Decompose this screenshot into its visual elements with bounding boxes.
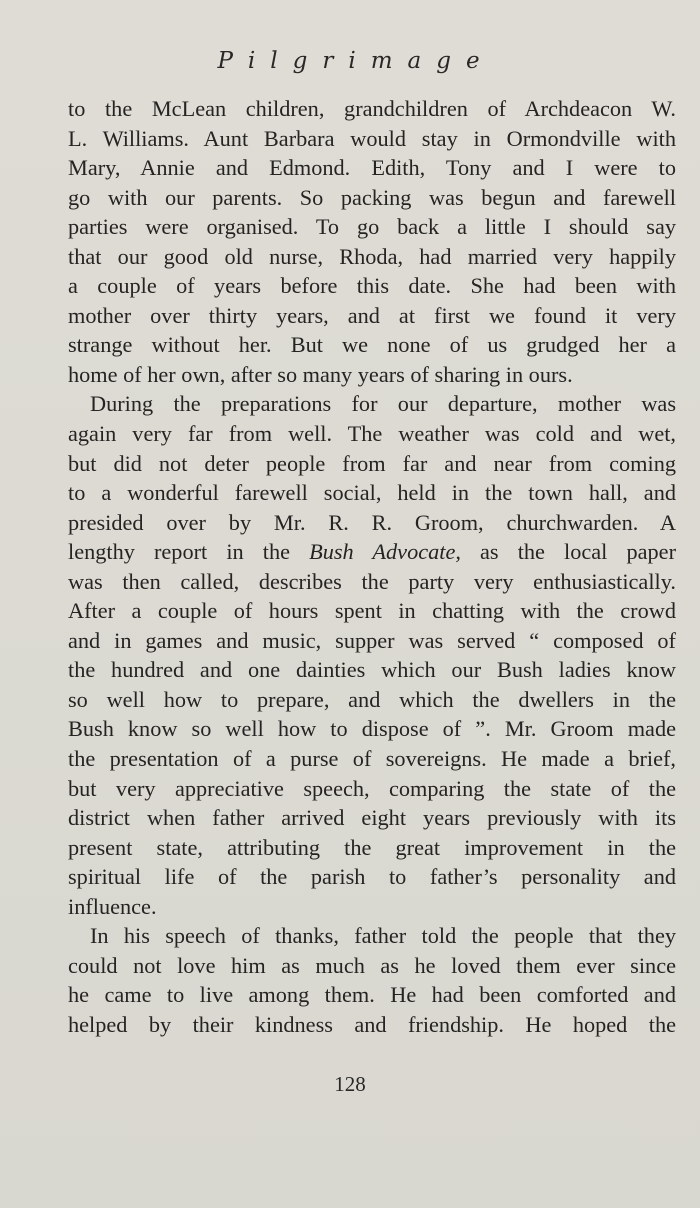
text-line: parties were organised. To go back a little I should say xyxy=(68,214,676,240)
text-line: Bush know so well how to dispose of ”. Mr. Groom made xyxy=(68,716,676,742)
text-line: but very appreciative speech, comparing the state of the xyxy=(68,775,676,801)
text-line: he came to live among them. He had been comforted and xyxy=(68,982,676,1008)
text-line: presided over by Mr. R. R. Groom, churchwarden. A xyxy=(68,509,676,535)
text-line: a couple of years before this date. She had been with xyxy=(68,273,676,299)
text-line: Mary, Annie and Edmond. Edith, Tony and I were to xyxy=(68,155,676,181)
text-line: go with our parents. So packing was begun and farewell xyxy=(68,184,676,210)
text-line: strange without her. But we none of us grudged her a xyxy=(68,332,676,358)
page-number: 128 xyxy=(334,1072,366,1096)
text-line: could not love him as much as he loved them ever since xyxy=(68,952,676,978)
text-line: influence. xyxy=(68,893,157,919)
text-line: helped by their kindness and friendship. He hoped the xyxy=(68,1011,676,1037)
text-line: that our good old nurse, Rhoda, had married very happily xyxy=(68,243,676,269)
text-line: to a wonderful farewell social, held in the town hall, and xyxy=(68,480,676,506)
text-line: to the McLean children, grandchildren of Archdeacon W. xyxy=(68,96,676,121)
text-line: district when father arrived eight years previously with its xyxy=(68,805,676,831)
text-line xyxy=(68,537,676,567)
text-line: the hundred and one dainties which our Bush ladies know xyxy=(68,657,676,683)
text-line: spiritual life of the parish to father’s personality and xyxy=(68,864,676,890)
text-line: home of her own, after so many years of sharing in ours. xyxy=(68,361,573,387)
text-line: L. Williams. Aunt Barbara would stay in Ormondville with xyxy=(68,125,676,151)
running-head: Pilgrimage xyxy=(217,48,495,74)
text-segment: as the local paper xyxy=(460,539,676,565)
text-line: present state, attributing the great improvement in the xyxy=(68,834,676,860)
text-line: During the preparations for our departure, mother was xyxy=(90,391,676,417)
text-line: so well how to prepare, and which the dwellers in the xyxy=(68,686,676,712)
text-line: In his speech of thanks, father told the people that they xyxy=(90,923,676,949)
text-line: was then called, describes the party very enthusiastically. xyxy=(68,568,676,594)
text-line: and in games and music, supper was served “ composed of xyxy=(68,627,676,653)
text-line: After a couple of hours spent in chatting with the crowd xyxy=(68,598,676,624)
text-line: but did not deter people from far and near from coming xyxy=(68,450,676,476)
body-text xyxy=(68,94,676,1040)
text-line: mother over thirty years, and at first we found it very xyxy=(68,302,676,328)
newspaper-title: Bush Advocate, xyxy=(309,539,461,565)
text-line: the presentation of a purse of sovereigns. He made a brief, xyxy=(68,746,676,772)
text-line: again very far from well. The weather was cold and wet, xyxy=(68,421,676,447)
text-segment: lengthy report in the xyxy=(68,539,310,565)
